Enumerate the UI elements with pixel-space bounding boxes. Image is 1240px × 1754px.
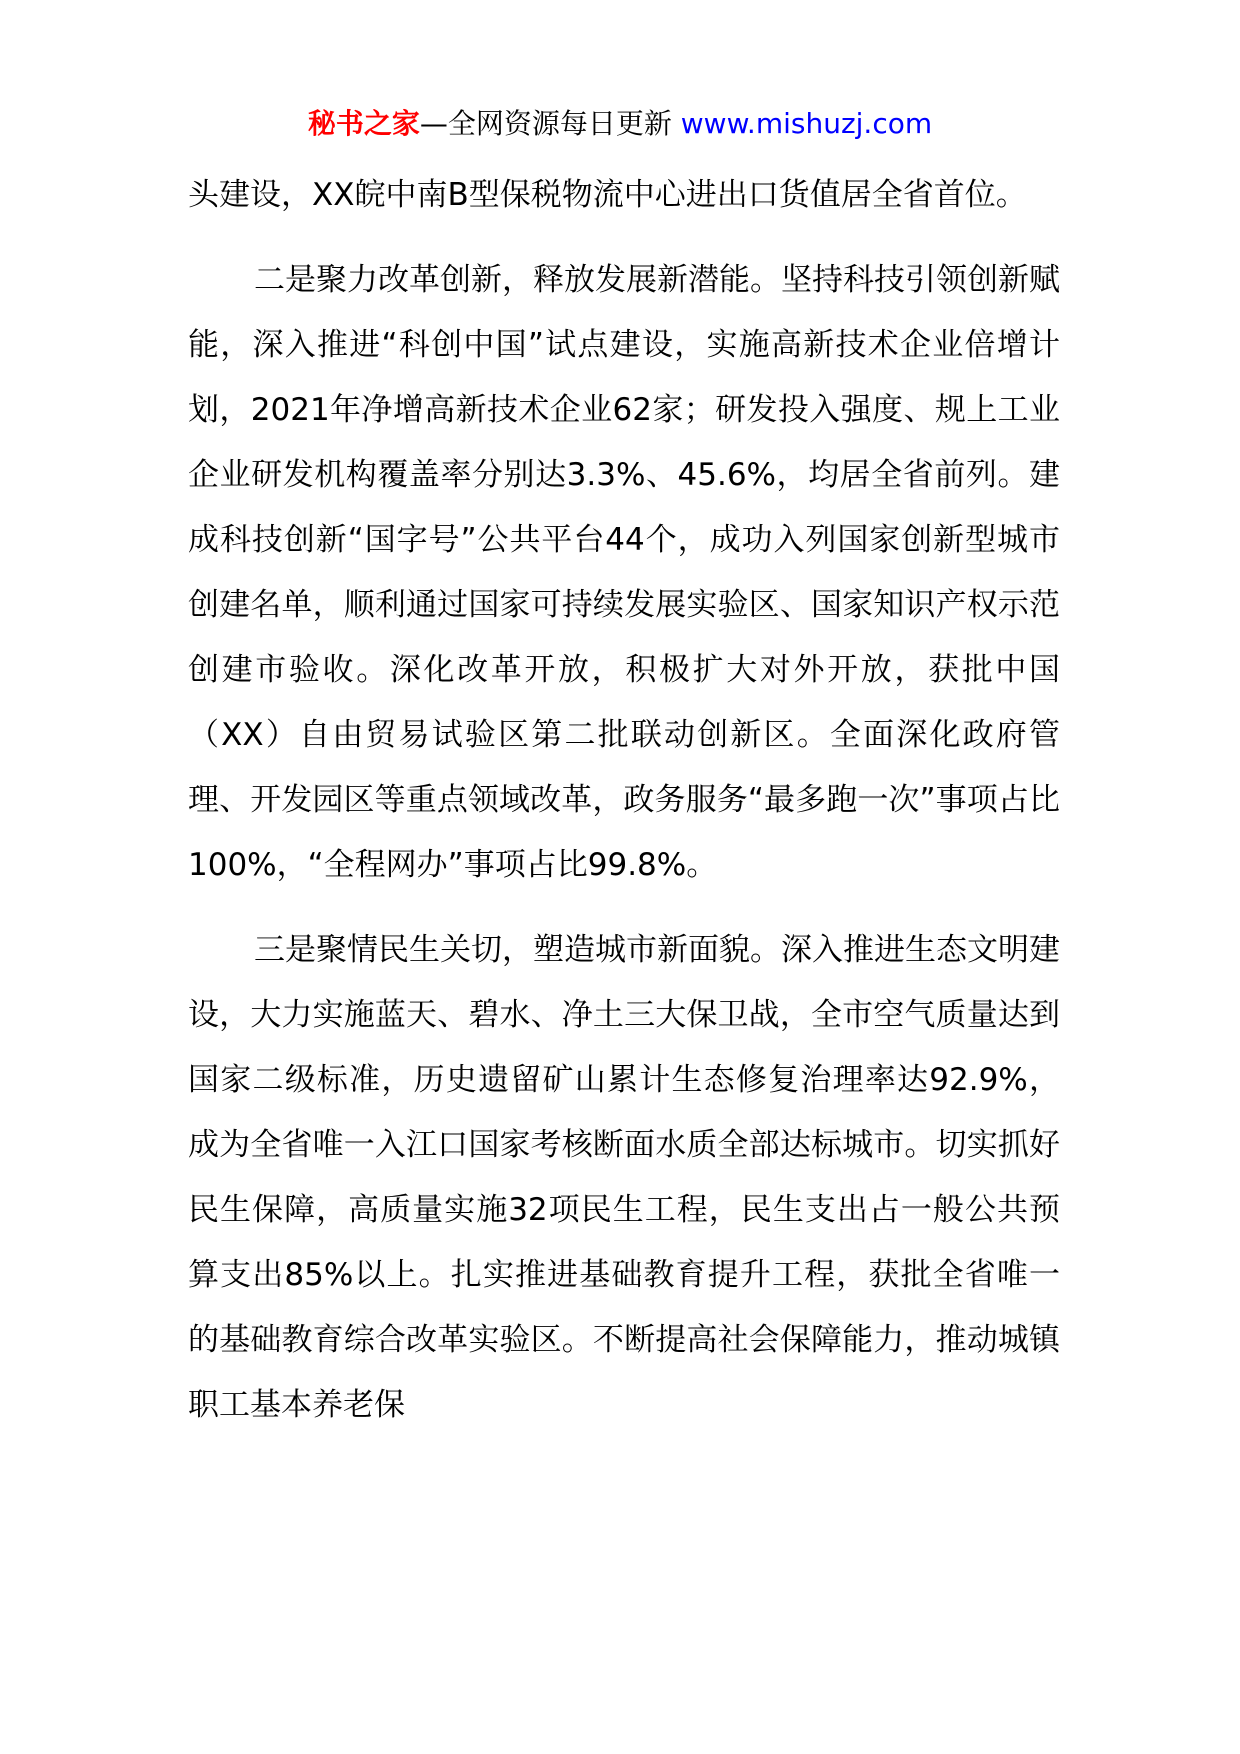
document-body bbox=[188, 163, 1060, 1438]
paragraph-livelihood: 三是聚情民生关切，塑造城市新面貌。深入推进生态文明建设，大力实施蓝天、碧水、净土三大保卫战，全市空气质量达到国家二级标准，历史遗留矿山累计生态修复治理率达92.9%，成为全省唯一入江口国家考核断面水质全部达标城市。切实抓好民生保障，高质量实施32项民生工程，民生支出占一般公共预算支出85%以上。扎实推进基础教育提升工程，获批全省唯一的基础教育综合改革实验区。不断提高社会保障能力，推动城镇职工基本养老保 bbox=[188, 932, 1060, 1423]
header-tagline: —全网资源每日更新 bbox=[419, 107, 681, 140]
paragraph-continued: 头建设，XX皖中南B型保税物流中心进出口货值居全省首位。 bbox=[188, 177, 1027, 213]
page-header bbox=[0, 104, 1240, 144]
paragraph-reform-innovation: 二是聚力改革创新，释放发展新潜能。坚持科技引领创新赋能，深入推进“科创中国”试点建设，实施高新技术企业倍增计划，2021年净增高新技术企业62家；研发投入强度、规上工业企业研发机构覆盖率分别达3.3%、45.6%，均居全省前列。建成科技创新“国字号”公共平台44个，成功入列国家创新型城市创建名单，顺利通过国家可持续发展实验区、国家知识产权示范创建市验收。深化改革开放，积极扩大对外开放，获批中国（XX）自由贸易试验区第二批联动创新区。全面深化政府管理、开发园区等重点领域改革，政务服务“最多跑一次”事项占比100%，“全程网办”事项占比99.8%。 bbox=[188, 262, 1060, 883]
brand-name: 秘书之家 bbox=[307, 107, 420, 140]
header-url-link[interactable]: www.mishuzj.com bbox=[680, 107, 933, 140]
